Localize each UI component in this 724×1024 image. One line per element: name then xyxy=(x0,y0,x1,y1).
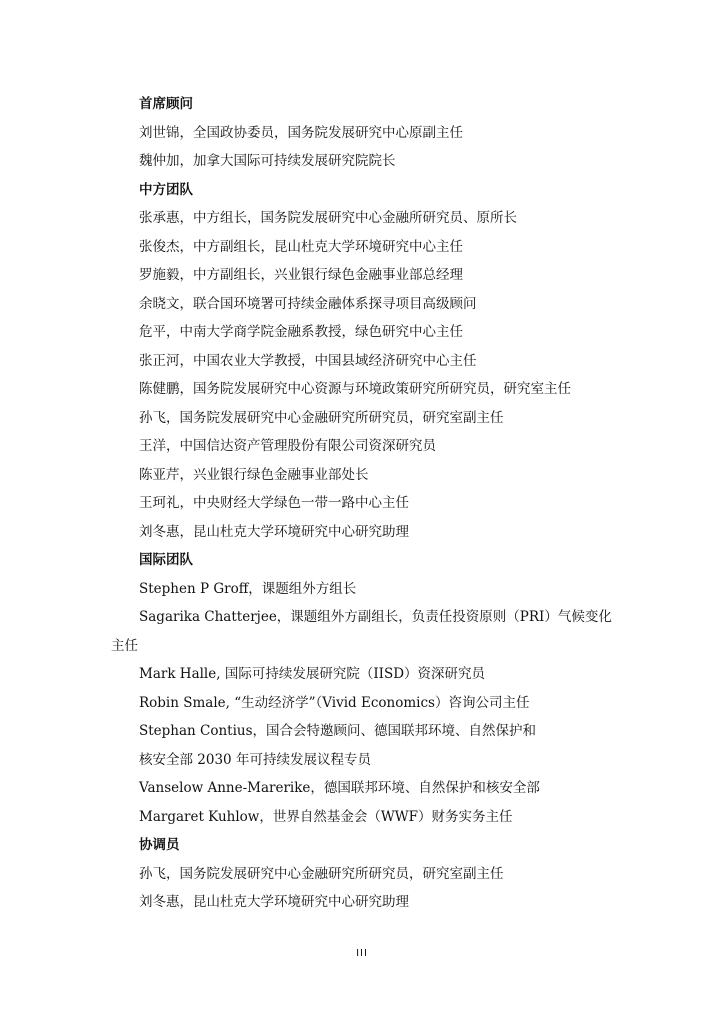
page-number: III xyxy=(356,948,368,959)
list-item: Margaret Kuhlow，世界自然基金会（WWF）财务实务主任 xyxy=(139,808,513,825)
list-item: Stephan Contius，国合会特邀顾问、德国联邦环境、自然保护和 xyxy=(139,723,537,739)
team-list xyxy=(111,90,629,917)
list-item: 王珂礼，中央财经大学绿色一带一路中心主任 xyxy=(139,495,409,511)
section-heading-international-team: 国际团队 xyxy=(139,552,193,568)
list-item-continuation: 主任 xyxy=(111,637,138,654)
list-item: 张正河，中国农业大学教授，中国县域经济研究中心主任 xyxy=(139,352,477,369)
section-heading-coordinators: 协调员 xyxy=(139,837,180,853)
list-item: 余晓文，联合国环境署可持续金融体系探寻项目高级顾问 xyxy=(139,295,477,312)
list-item: 罗施毅，中方副组长，兴业银行绿色金融事业部总经理 xyxy=(139,267,463,283)
list-item: 刘世锦，全国政协委员，国务院发展研究中心原副主任 xyxy=(139,124,463,141)
list-item: 孙飞，国务院发展研究中心金融研究所研究员，研究室副主任 xyxy=(139,865,504,882)
list-item: 陈健鹏，国务院发展研究中心资源与环境政策研究所研究员，研究室主任 xyxy=(139,381,571,397)
list-item: 陈亚芹，兴业银行绿色金融事业部处长 xyxy=(139,466,369,483)
list-item: Mark Halle, 国际可持续发展研究院（IISD）资深研究员 xyxy=(139,666,486,682)
list-item: Stephen P Groff，课题组外方组长 xyxy=(139,580,357,597)
list-item: 刘冬惠，昆山杜克大学环境研究中心研究助理 xyxy=(139,894,409,910)
list-item: 张承惠，中方组长，国务院发展研究中心金融所研究员、原所长 xyxy=(139,210,517,226)
list-item: Vanselow Anne-Marerike，德国联邦环境、自然保护和核安全部 xyxy=(139,780,540,796)
list-item: 刘冬惠，昆山杜克大学环境研究中心研究助理 xyxy=(139,523,409,540)
list-item: Robin Smale, “生动经济学”（Vivid Economics）咨询公司主任 xyxy=(139,694,530,711)
section-heading-chief-advisors: 首席顾问 xyxy=(139,96,193,112)
list-item: 孙飞，国务院发展研究中心金融研究所研究员，研究室副主任 xyxy=(139,409,504,426)
list-item: 魏仲加，加拿大国际可持续发展研究院院长 xyxy=(139,153,396,169)
list-item: 危平，中南大学商学院金融系教授，绿色研究中心主任 xyxy=(139,324,463,340)
list-item-continuation: 核安全部 2030 年可持续发展议程专员 xyxy=(139,751,371,768)
section-heading-chinese-team: 中方团队 xyxy=(139,181,193,198)
list-item: 张俊杰，中方副组长，昆山杜克大学环境研究中心主任 xyxy=(139,238,463,255)
list-item: Sagarika Chatterjee，课题组外方副组长，负责任投资原则（PRI）气候变化 xyxy=(139,609,612,625)
list-item: 王洋，中国信达资产管理股份有限公司资深研究员 xyxy=(139,438,436,454)
